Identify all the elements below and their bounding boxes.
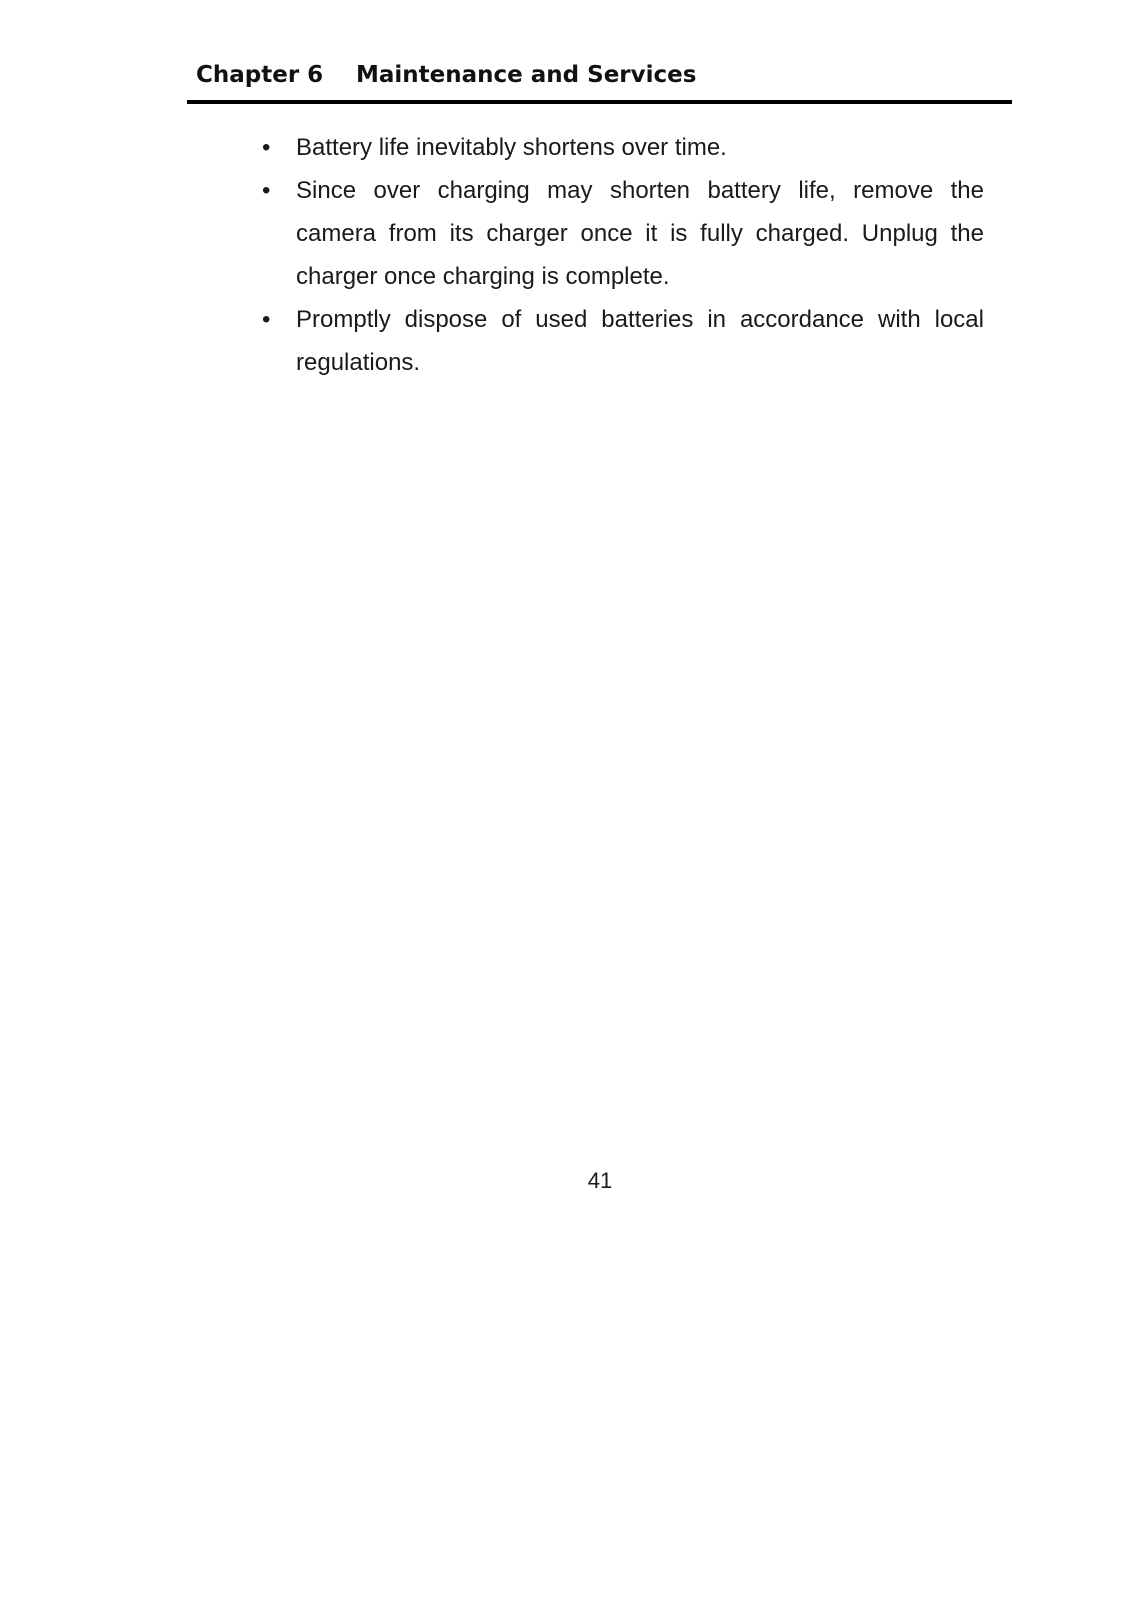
bullet-icon: • — [262, 306, 271, 333]
list-item-text: Battery life inevitably shortens over time. — [296, 134, 727, 161]
list-item — [262, 126, 984, 169]
list-item-text: Promptly dispose of used batteries in accordance with local regulations. — [296, 306, 984, 376]
chapter-title: Maintenance and Services — [356, 62, 697, 88]
list-item-text: Since over charging may shorten battery life, remove the camera from its charger once it is fully charged. Unplug the charger once charging is complete. — [296, 177, 984, 290]
chapter-number: Chapter 6 — [196, 62, 324, 88]
bullet-icon: • — [262, 134, 271, 161]
list-item — [262, 169, 984, 298]
page-number: 41 — [587, 1168, 613, 1193]
page-header — [196, 62, 696, 88]
bullet-list — [262, 126, 984, 384]
header-divider — [187, 100, 1012, 104]
bullet-icon: • — [262, 177, 271, 204]
list-item — [262, 298, 984, 384]
